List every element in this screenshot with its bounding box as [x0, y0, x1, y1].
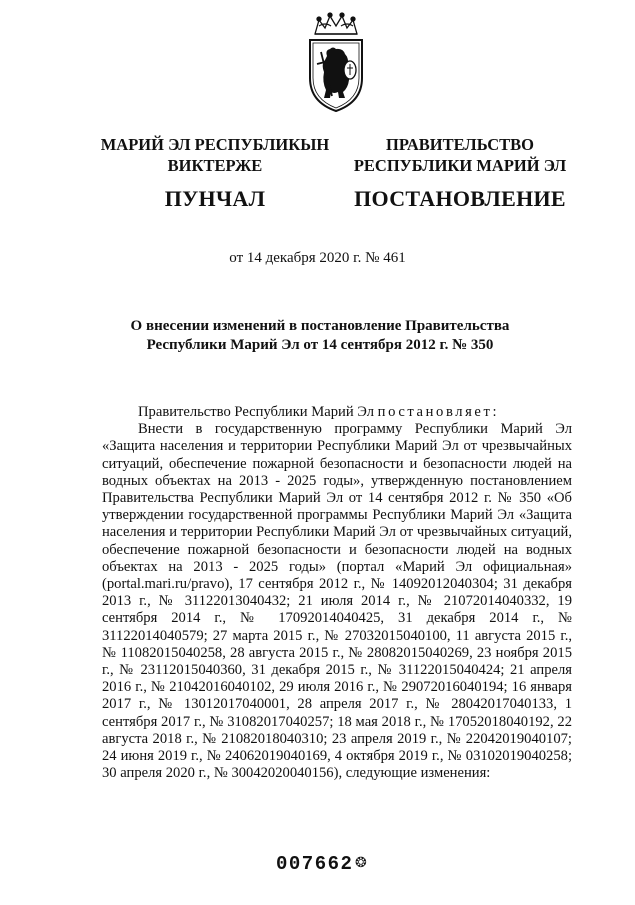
header-right-line2: РЕСПУБЛИКИ МАРИЙ ЭЛ: [353, 156, 567, 175]
header-right-doc-type: ПОСТАНОВЛЕНИЕ: [354, 186, 566, 211]
header-left-line1: МАРИЙ ЭЛ РЕСПУБЛИКЫН: [100, 135, 330, 154]
header-right: [345, 134, 575, 212]
document-subject: [110, 317, 530, 355]
seal-icon: ❂: [355, 856, 367, 871]
body-intro: [102, 404, 572, 421]
document-body: [102, 404, 572, 782]
header-right-line1: ПРАВИТЕЛЬСТВО: [386, 135, 534, 154]
header-left-line2: ВИКТЕРЖЕ: [167, 156, 263, 175]
header-left: [95, 134, 335, 212]
subject-line-1: О внесении изменений в постановление Правительства: [130, 318, 510, 334]
serial-number: 007662: [276, 853, 354, 875]
subject-line-2: Республики Марий Эл от 14 сентября 2012 г. № 350: [146, 337, 494, 353]
date-line: от 14 декабря 2020 г. № 461: [229, 250, 406, 266]
body-paragraph: Внести в государственную программу Республики Марий Эл «Защита населения и территории Республики Марий Эл от чрезвычайных ситуаций, обеспечение пожарной безопасности и безопасности людей на водных объектах на 2013 - 2025 годы», утвержденную постановлением Правительства Республики Марий Эл от 14 сентября 2012 г. № 350 «Об утверждении государственной программы Республики Марий Эл «Защита населения и территории Республики Марий Эл от чрезвычайных ситуаций, обеспечение пожарной безопасности и безопасности людей на водных объектах на 2013 - 2025 годы» (портал «Марий Эл официальная» (portal.mari.ru/pravo), 17 сентября 2012 г., № 14092012040304; 31 декабря 2013 г., № 31122013040432; 21 июля 2014 г., № 21072014040332, 19 сентября 2014 г., № 17092014040425, 31 декабря 2014 г., № 31122014040579; 27 марта 2015 г., № 27032015040100, 11 августа 2015 г., № 11082015040258, 28 августа 2015 г., № 28082015040269, 23 ноября 2015 г., № 23112015040360, 31 декабря 2015 г., № 31122015040424; 21 апреля 2016 г., № 21042016040102, 29 июля 2016 г., № 29072016040194; 16 января 2017 г., № 13012017040001, 28 апреля 2017 г., № 28042017040133, 1 сентября 2017 г., № 31082017040257; 18 мая 2018 г., № 17052018040192, 22 августа 2018 г., № 21082018040310; 23 апреля 2019 г., № 22042019040107; 24 июня 2019 г., № 24062019040169, 4 октября 2019 г., № 03102019040258; 30 апреля 2020 г., № 30042020040156), следующие изменения:: [102, 421, 572, 782]
coat-of-arms-icon: [301, 12, 371, 114]
body-intro-text: Правительство Республики Марий Эл: [138, 404, 378, 420]
body-intro-verb: постановляет:: [377, 404, 500, 420]
header-left-doc-type: ПУНЧАЛ: [164, 186, 266, 211]
